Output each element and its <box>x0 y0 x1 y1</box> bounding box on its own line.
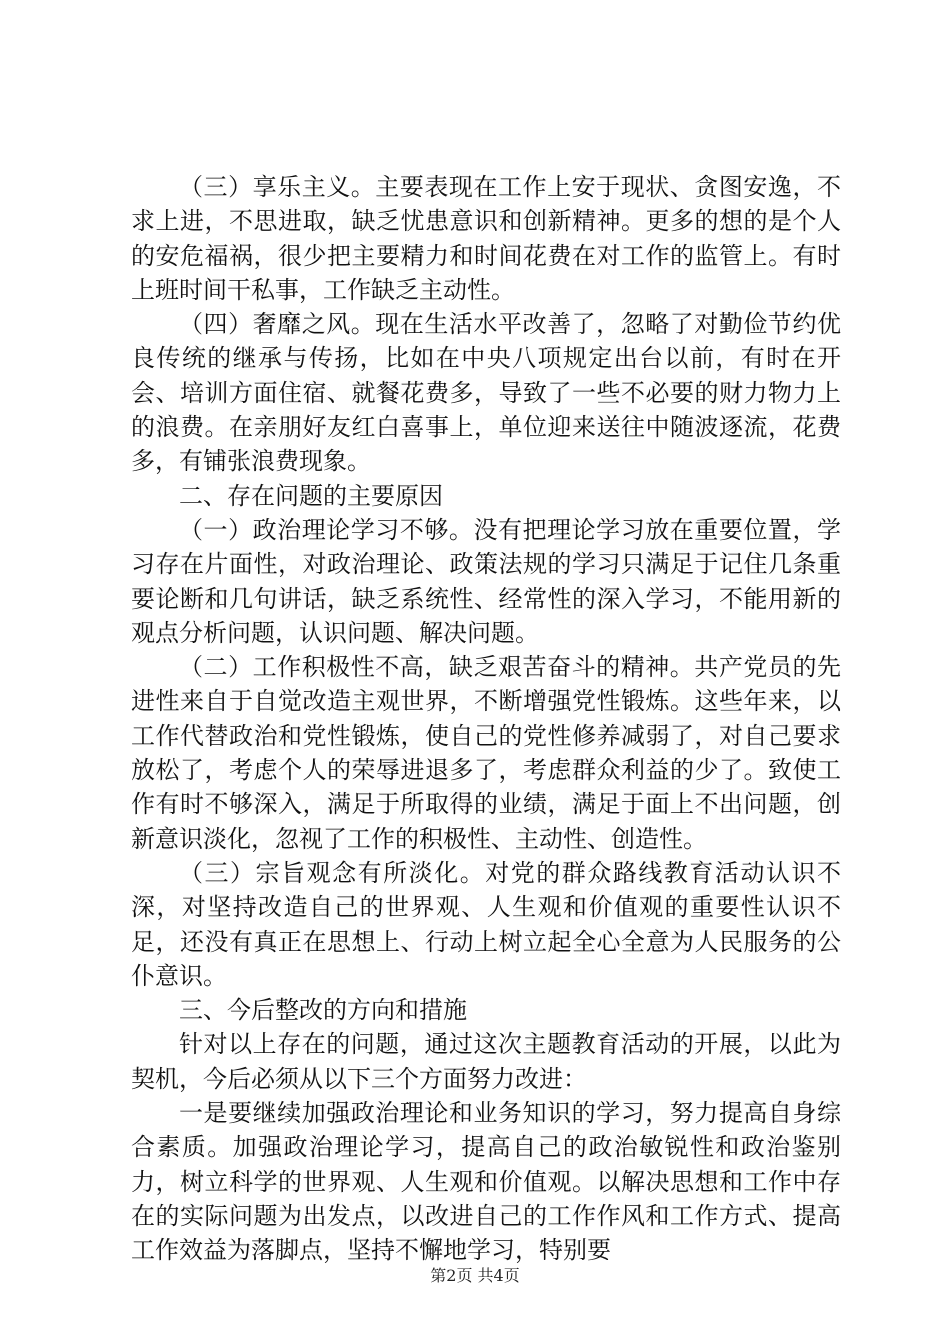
paragraph-rectification-intro: 针对以上存在的问题，通过这次主题教育活动的开展，以此为契机，今后必须从以下三个方面努力改进： <box>131 1030 841 1093</box>
section-heading-rectification: 三、今后整改的方向和措施 <box>179 996 467 1025</box>
paragraph-measure-one: 一是要继续加强政治理论和业务知识的学习，努力提高自身综合素质。加强政治理论学习，提高自己的政治敏锐性和政治鉴别力，树立科学的世界观、人生观和价值观。以解决思想和工作中存在的实际问题为出发点，以改进自己的工作作风和工作方式、提高工作效益为落脚点，坚持不懈地学习，特别要 <box>131 1099 841 1265</box>
paragraph-theory-study: （一）政治理论学习不够。没有把理论学习放在重要位置，学习存在片面性，对政治理论、政策法规的学习只满足于记住几条重要论断和几句讲话，缺乏系统性、经常性的深入学习，不能用新的观点分析问题，认识问题、解决问题。 <box>131 515 841 647</box>
paragraph-extravagance: （四）奢靡之风。现在生活水平改善了，忽略了对勤俭节约优良传统的继承与传扬，比如在中央八项规定出台以前，有时在开会、培训方面住宿、就餐花费多，导致了一些不必要的财力物力上的浪费。在亲朋好友红白喜事上，单位迎来送往中随波逐流，花费多，有铺张浪费现象。 <box>131 310 841 476</box>
page-number-footer: 第2页 共4页 <box>430 1266 520 1285</box>
paragraph-hedonism: （三）享乐主义。主要表现在工作上安于现状、贪图安逸，不求上进，不思进取，缺乏忧患意识和创新精神。更多的想的是个人的安危福祸，很少把主要精力和时间花费在对工作的监管上。有时上班时间干私事，工作缺乏主动性。 <box>131 173 841 304</box>
paragraph-work-enthusiasm: （二）工作积极性不高，缺乏艰苦奋斗的精神。共产党员的先进性来自于自觉改造主观世界，不断增强党性锻炼。这些年来，以工作代替政治和党性锻炼，使自己的党性修养减弱了，对自己要求放松了，考虑个人的荣辱进退多了，考虑群众利益的少了。致使工作有时不够深入，满足于所取得的业绩，满足于面上不出问题，创新意识淡化，忽视了工作的积极性、主动性、创造性。 <box>131 653 841 853</box>
paragraph-purpose-concept: （三）宗旨观念有所淡化。对党的群众路线教育活动认识不深，对坚持改造自己的世界观、人生观和价值观的重要性认识不足，还没有真正在思想上、行动上树立起全心全意为人民服务的公仆意识。 <box>131 858 841 990</box>
section-heading-causes: 二、存在问题的主要原因 <box>179 481 443 510</box>
document-body <box>131 170 841 1268</box>
